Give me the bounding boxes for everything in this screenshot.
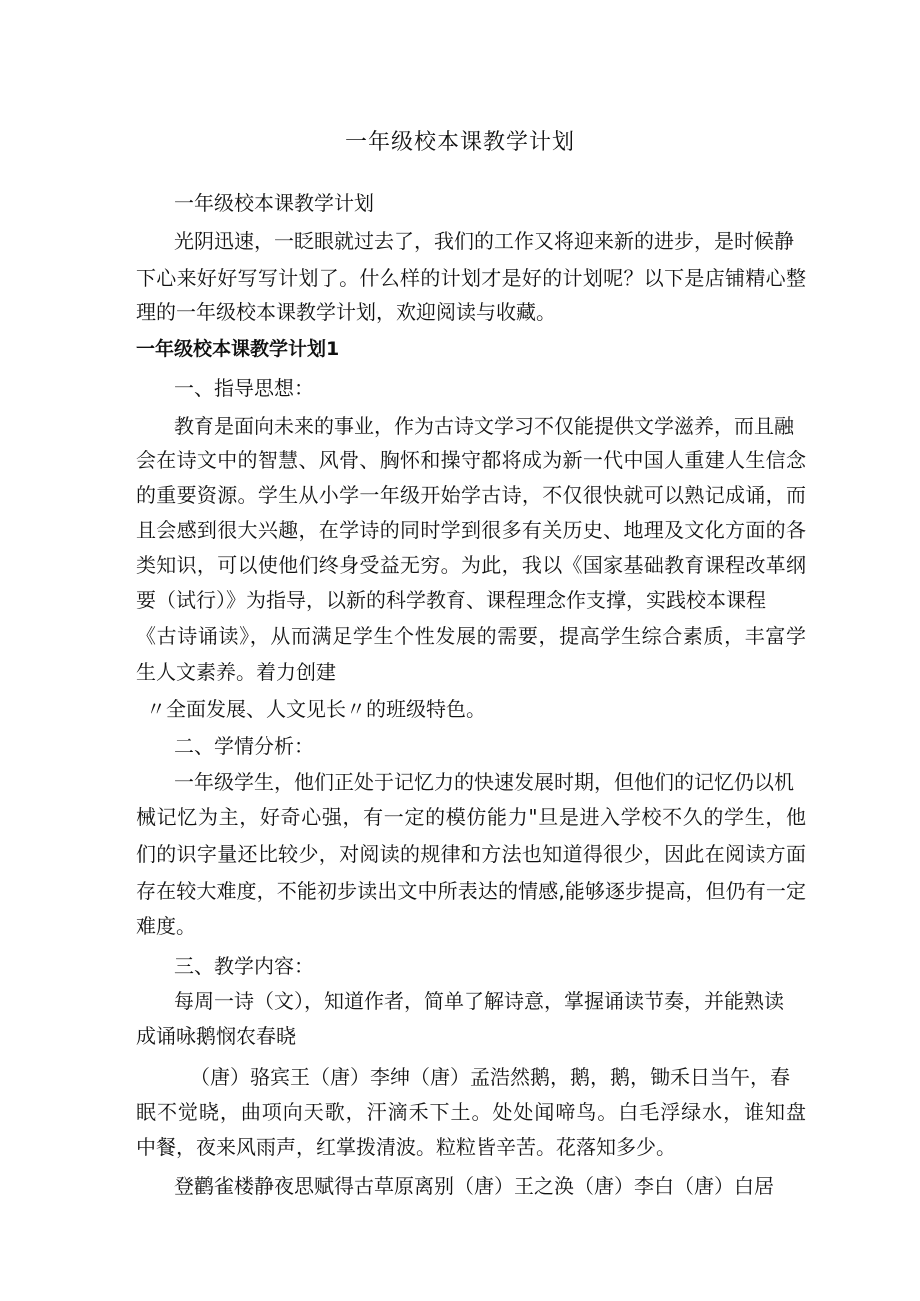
paragraph-line: 械记忆为主，好奇心强，有一定的模仿能力"旦是进入学校不久的学生，他 <box>136 805 806 829</box>
subheading-learning-analysis: 二、学情分析： <box>174 734 314 758</box>
poem-line: （唐）骆宾王（唐）李绅（唐）孟浩然鹅，鹅，鹅，锄禾日当午，春 <box>190 1065 790 1089</box>
paragraph-line: 难度。 <box>136 914 196 938</box>
poem-line: 登鹳雀楼静夜思赋得古草原离别（唐）王之涣（唐）李白（唐）白居 <box>174 1174 774 1198</box>
paragraph-line: 成诵咏鹅悯农春晓 <box>136 1024 296 1048</box>
paragraph-line: 存在较大难度，不能初步读出文中所表达的情感,能够逐步提高，但仍有一定 <box>136 879 806 903</box>
intro-line: 理的一年级校本课教学计划，欢迎阅读与收藏。 <box>136 300 556 324</box>
subheading-guiding-ideas: 一、指导思想： <box>174 376 314 400</box>
paragraph-line: 生人文素养。着力创建 <box>136 660 336 684</box>
paragraph-line: 们的识字量还比较少，对阅读的规律和方法也知道得很少，因此在阅读方面 <box>136 842 806 866</box>
paragraph-line: 类知识，可以使他们终身受益无穷。为此，我以《国家基础教育课程改革纲 <box>136 553 806 577</box>
section-heading: 一年级校本课教学计划1 <box>136 338 340 360</box>
document-title: 一年级校本课教学计划 <box>344 130 575 155</box>
subtitle-line: 一年级校本课教学计划 <box>174 191 374 215</box>
intro-line: 光阴迅速，一眨眼就过去了，我们的工作又将迎来新的进步，是时候静 <box>174 229 794 253</box>
paragraph-line: 教育是面向未来的事业，作为古诗文学习不仅能提供文学滋养，而且融 <box>174 414 794 438</box>
intro-line: 下心来好好写写计划了。什么样的计划才是好的计划呢？以下是店铺精心整 <box>136 266 806 290</box>
paragraph-line: 〃全面发展、人文见长〃的班级特色。 <box>146 697 486 721</box>
paragraph-line: 会在诗文中的智慧、风骨、胸怀和操守都将成为新一代中国人重建人生信念 <box>136 448 806 472</box>
paragraph-line: 的重要资源。学生从小学一年级开始学古诗，不仅很快就可以熟记成诵，而 <box>136 483 806 507</box>
paragraph-line: 一年级学生，他们正处于记忆力的快速发展时期，但他们的记忆仍以机 <box>174 770 794 794</box>
poem-line: 眠不觉晓，曲项向天歌，汗滴禾下土。处处闻啼鸟。白毛浮绿水，谁知盘 <box>136 1100 806 1124</box>
poem-line: 中餐，夜来风雨声，红掌拨清波。粒粒皆辛苦。花落知多少。 <box>136 1135 676 1159</box>
paragraph-line: 要（试行）》为指导，以新的科学教育、课程理念作支撑，实践校本课程 <box>136 588 766 612</box>
paragraph-line: 且会感到很大兴趣，在学诗的同时学到很多有关历史、地理及文化方面的各 <box>136 518 806 542</box>
paragraph-line: 每周一诗（文），知道作者，简单了解诗意，掌握诵读节奏，并能熟读 <box>174 989 784 1013</box>
subheading-teaching-content: 三、教学内容： <box>174 954 314 978</box>
paragraph-line: 《古诗诵读》，从而满足学生个性发展的需要，提高学生综合素质，丰富学 <box>136 624 806 648</box>
